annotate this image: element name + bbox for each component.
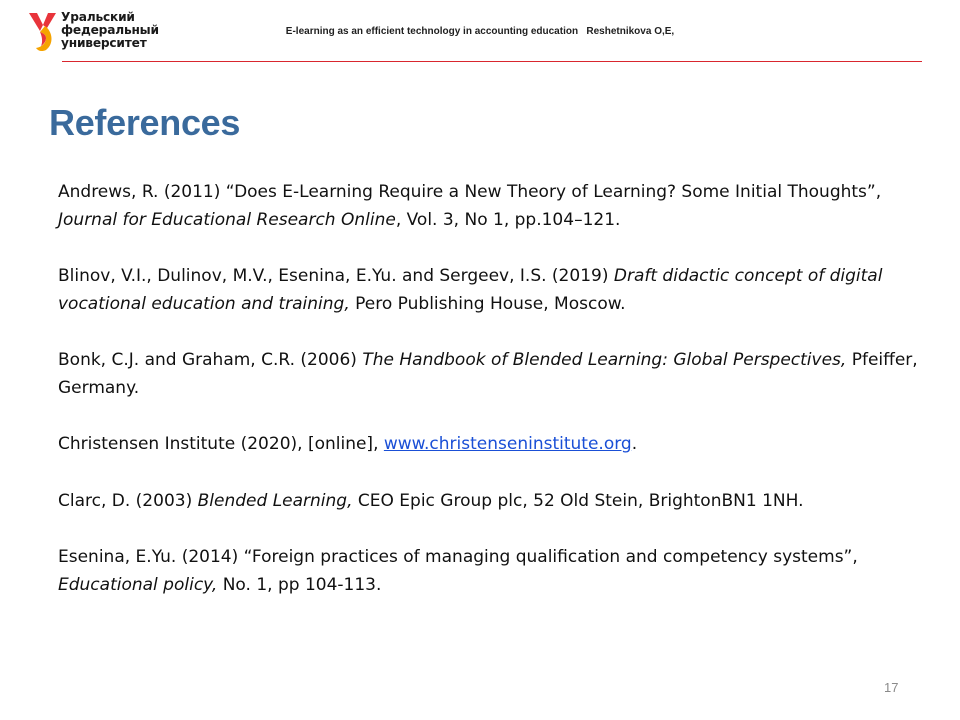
reference-text: Andrews, R. (2011) “Does E-Learning Require a New Theory of Learning? Some Initial Thoughts”, — [58, 182, 882, 202]
reference-text: Blinov, V.I., Dulinov, M.V., Esenina, E.Yu. and Sergeev, I.S. (2019) — [58, 266, 614, 286]
reference-item — [58, 179, 918, 234]
reference-details: Pero Publishing House, Moscow. — [349, 293, 626, 314]
reference-source: Blended Learning, — [197, 490, 353, 511]
logo-line: федеральный — [61, 23, 159, 38]
logo-line: университет — [61, 36, 147, 51]
reference-item — [58, 347, 918, 402]
christensen-institute-link[interactable]: www.christenseninstitute.org — [383, 434, 632, 454]
reference-item — [58, 263, 918, 318]
reference-text: Christensen Institute (2020), [online], — [58, 434, 384, 454]
reference-source: The Handbook of Blended Learning: Global Perspectives, — [362, 350, 847, 370]
reference-details: , Vol. 3, No 1, pp.104–121. — [395, 209, 621, 230]
reference-list — [58, 179, 918, 628]
reference-source: Journal for Educational Research Online — [58, 209, 396, 230]
presentation-title: E-learning as an efficient technology in accounting education Reshetnikova O,E, — [285, 26, 675, 37]
reference-text: Esenina, E.Yu. (2014) “Foreign practices of managing qualification and competency systems”, — [58, 547, 858, 567]
reference-text: Bonk, C.J. and Graham, C.R. (2006) — [58, 350, 363, 370]
reference-item — [58, 431, 918, 459]
reference-item — [58, 488, 918, 516]
reference-details: Pfeiffer, Germany. — [58, 350, 918, 398]
page-number: 17 — [884, 680, 899, 695]
slide-title: References — [49, 102, 241, 143]
reference-item — [58, 544, 918, 599]
reference-source: Draft didactic concept of digital vocational education and training, — [58, 266, 883, 314]
reference-source: Educational policy, — [58, 574, 218, 595]
logo-line: Уральский — [61, 10, 135, 24]
reference-details: . — [631, 434, 638, 454]
reference-text: Clarc, D. (2003) — [58, 490, 198, 511]
reference-details: CEO Epic Group plc, 52 Old Stein, BrightonBN1 1NH. — [352, 490, 804, 511]
reference-details: No. 1, pp 104-113. — [217, 574, 382, 595]
header-divider — [62, 61, 922, 62]
